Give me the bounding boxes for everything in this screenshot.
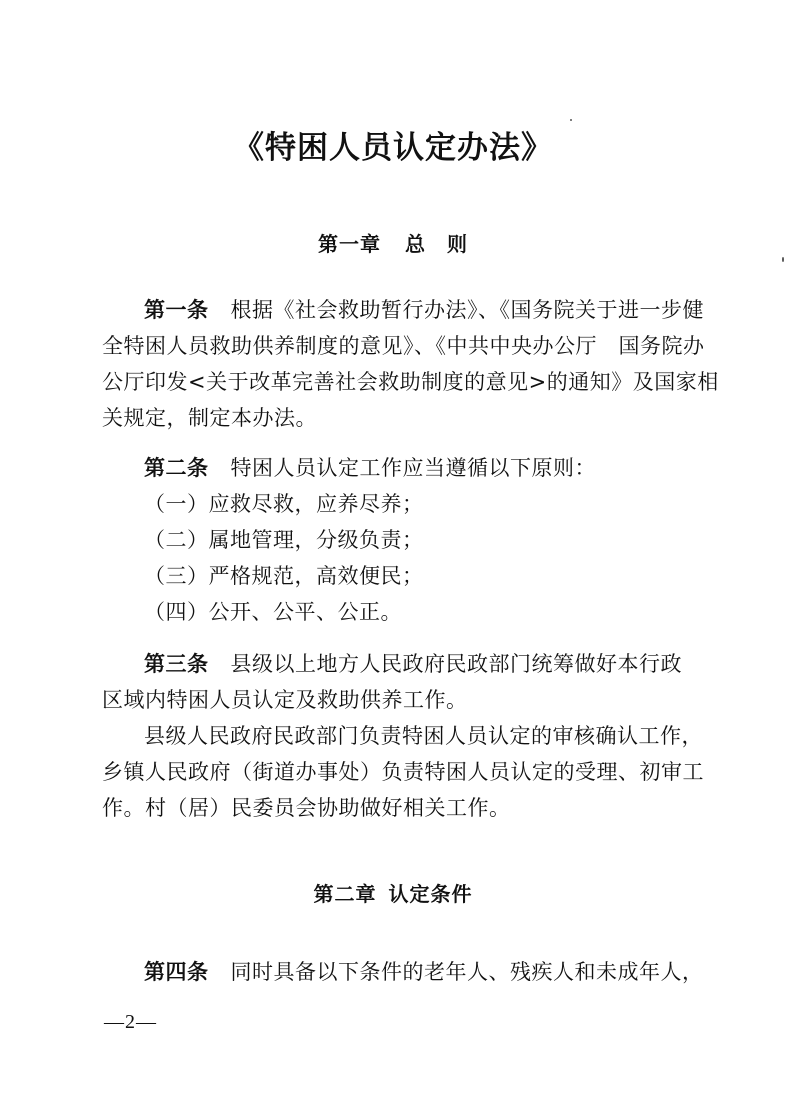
article-2	[102, 450, 692, 630]
article-line: 区域内特困人员认定及救助供养工作。	[102, 688, 468, 712]
article-label: 第一条	[144, 298, 209, 322]
document-title: 《特困人员认定办法》	[233, 130, 553, 166]
article-label: 第二条	[144, 456, 209, 480]
article-line	[102, 450, 692, 486]
article-line	[102, 646, 692, 682]
article-text: 根据《社会救助暂行办法》、《国务院关于进一步健	[230, 298, 704, 322]
chapter-heading	[0, 880, 786, 908]
scan-speck	[570, 119, 572, 121]
principle-item: （一）应救尽救，应养尽养；	[144, 492, 424, 516]
article-4	[102, 954, 704, 990]
chapter-heading	[0, 230, 786, 258]
article-1	[102, 292, 719, 436]
article-3	[102, 646, 704, 826]
page-number: —2—	[104, 1011, 157, 1033]
article-label: 第三条	[144, 652, 209, 676]
article-line: 关规定，制定本办法。	[102, 406, 317, 430]
article-line	[102, 292, 704, 328]
article-line	[102, 954, 704, 990]
article-text: 同时具备以下条件的老年人、残疾人和未成年人，	[230, 960, 704, 984]
article-text: 特困人员认定工作应当遵循以下原则：	[230, 456, 596, 480]
article-label: 第四条	[144, 960, 209, 984]
principle-item: （二）属地管理，分级负责；	[144, 528, 424, 552]
article-line: 乡镇人民政府（街道办事处）负责特困人员认定的受理、初审工	[102, 760, 704, 784]
article-line: 县级人民政府民政部门负责特困人员认定的审核确认工作，	[144, 724, 703, 748]
article-line: 公厅印发<关于改革完善社会救助制度的意见>的通知》及国家相	[102, 370, 719, 394]
article-text: 县级以上地方人民政府民政部门统筹做好本行政	[230, 652, 682, 676]
principle-item: （四）公开、公平、公正。	[144, 600, 402, 624]
article-line: 全特困人员救助供养制度的意见》、《中共中央办公厅 国务院办	[102, 334, 705, 358]
chapter-name: 认定条件	[388, 882, 473, 906]
principle-item: （三）严格规范，高效便民；	[144, 564, 424, 588]
chapter-prefix: 第二章	[313, 882, 377, 906]
article-line: 作。村（居）民委员会协助做好相关工作。	[102, 796, 511, 820]
chapter-prefix: 第一章	[318, 232, 381, 256]
chapter-name: 总 则	[405, 232, 468, 256]
